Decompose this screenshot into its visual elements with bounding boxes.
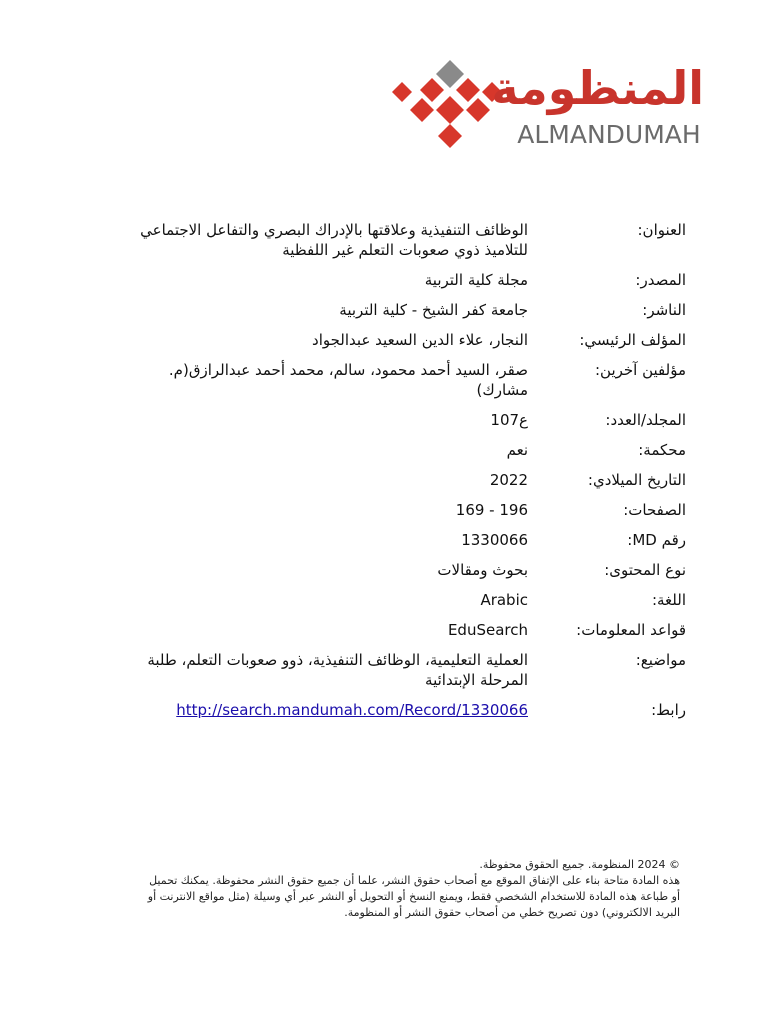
field-label: مواضيع: — [635, 651, 686, 669]
field-label: الصفحات: — [623, 501, 686, 519]
record-row-pages — [0, 500, 768, 520]
record-row-volume-issue — [0, 410, 768, 430]
field-value — [78, 220, 528, 260]
field-value-line: الوظائف التنفيذية وعلاقتها بالإدراك البصري والتفاعل الاجتماعي — [140, 221, 528, 239]
record-row-databases — [0, 620, 768, 640]
field-value-line: صقر، السيد أحمد محمود، سالم، محمد أحمد عبدالرازق(م. — [168, 361, 528, 379]
field-label: رقم MD: — [627, 531, 686, 549]
field-label: المجلد/العدد: — [605, 411, 686, 429]
field-label: رابط: — [651, 701, 686, 719]
record-row-other-authors — [0, 360, 768, 404]
field-label: مؤلفين آخرين: — [594, 361, 686, 379]
field-value-line: للتلاميذ ذوي صعوبات التعلم غير اللفظية — [282, 241, 528, 259]
field-label: المصدر: — [635, 271, 686, 289]
footer-line: هذه المادة متاحة بناء على الإتفاق الموقع مع أصحاب حقوق النشر، علما أن جميع حقوق النشر محفوظة. يمكنك تحميل — [149, 874, 680, 887]
field-value — [78, 360, 528, 400]
logo-diamond-mark-icon — [388, 58, 506, 154]
field-label: المؤلف الرئيسي: — [579, 331, 686, 349]
field-label: نوع المحتوى: — [604, 561, 686, 579]
record-row-subjects — [0, 650, 768, 694]
field-value-line: العملية التعليمية، الوظائف التنفيذية، ذوو صعوبات التعلم، طلبة — [147, 651, 528, 669]
record-row-date — [0, 470, 768, 490]
logo-latin-wordmark: ALMANDUMAH — [517, 120, 701, 149]
field-label: محكمة: — [638, 441, 686, 459]
field-value: نعم — [506, 441, 528, 459]
record-row-publisher — [0, 300, 768, 320]
field-value: 169 - 196 — [455, 501, 528, 519]
record-row-source — [0, 270, 768, 290]
footer-line: © 2024 المنظومة. جميع الحقوق محفوظة. — [479, 858, 680, 871]
record-row-link — [0, 700, 768, 720]
field-label: التاريخ الميلادي: — [587, 471, 686, 489]
field-value — [78, 650, 528, 690]
field-value: ع107 — [490, 411, 528, 429]
logo-arabic-wordmark: المنظومة — [491, 61, 704, 115]
field-value: Arabic — [480, 591, 528, 609]
footer-line: أو طباعة هذه المادة للاستخدام الشخصي فقط، ويمنع النسخ أو التحويل أو النشر عبر أي وسيلة (مثل مواقع الانترنت أو — [147, 890, 680, 903]
record-row-title — [0, 220, 768, 264]
record-row-peer-reviewed — [0, 440, 768, 460]
record-link[interactable]: http://search.mandumah.com/Record/1330066 — [176, 701, 528, 719]
field-value — [78, 700, 528, 720]
field-value: 2022 — [489, 471, 528, 489]
field-value-line: مشارك) — [476, 381, 528, 399]
field-label: اللغة: — [651, 591, 686, 609]
field-value: جامعة كفر الشيخ - كلية التربية — [339, 301, 528, 319]
field-value: EduSearch — [447, 621, 528, 639]
field-label: العنوان: — [637, 221, 686, 239]
field-label: قواعد المعلومات: — [576, 621, 686, 639]
record-row-content-type — [0, 560, 768, 580]
record-row-md-number — [0, 530, 768, 550]
record-row-language — [0, 590, 768, 610]
field-value: النجار، علاء الدين السعيد عبدالجواد — [312, 331, 528, 349]
footer-line: البريد الالكتروني) دون تصريح خطي من أصحاب حقوق النشر أو المنظومة. — [344, 906, 680, 919]
field-value: مجلة كلية التربية — [424, 271, 528, 289]
record-row-main-author — [0, 330, 768, 350]
field-value: 1330066 — [461, 531, 528, 549]
field-value-line: المرحلة الإبتدائية — [425, 671, 528, 689]
field-label: الناشر: — [642, 301, 686, 319]
almandumah-logo — [388, 58, 708, 158]
field-value: بحوث ومقالات — [437, 561, 528, 579]
copyright-footer — [66, 857, 680, 921]
